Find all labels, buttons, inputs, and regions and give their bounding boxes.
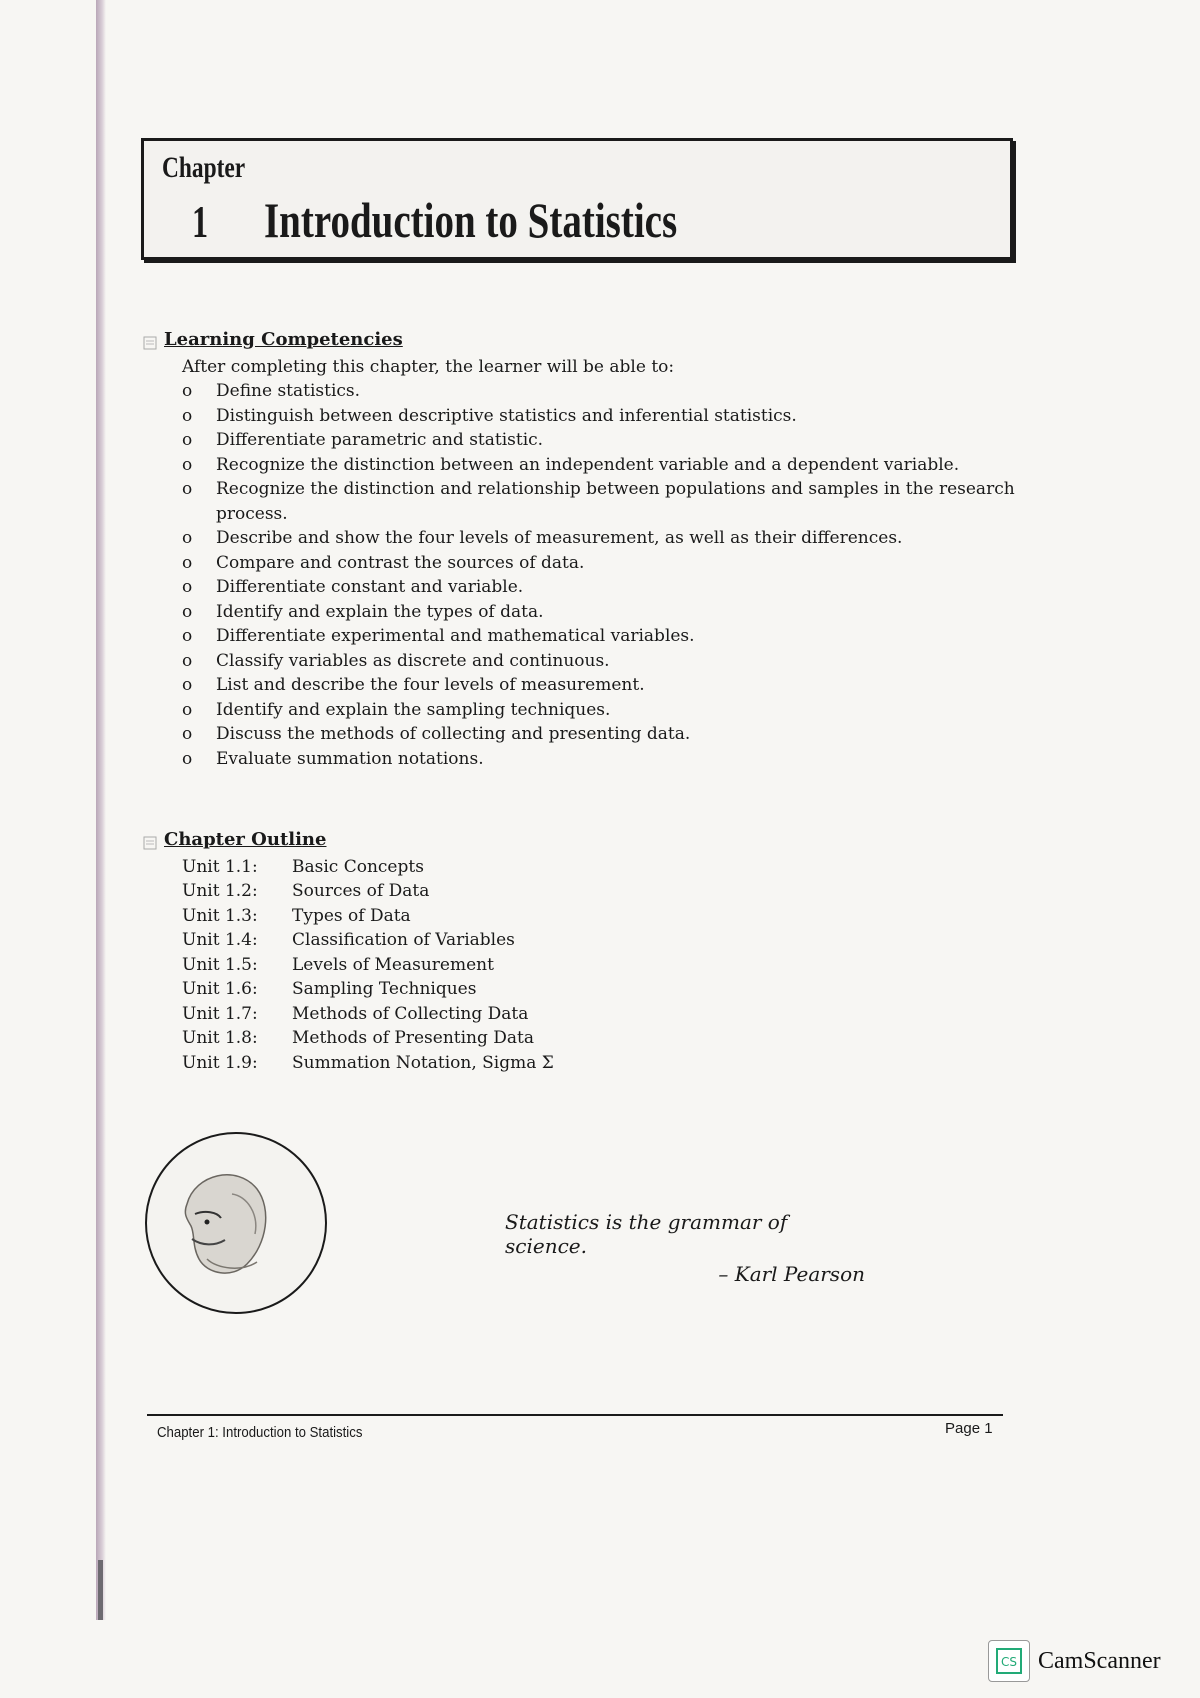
competency-item xyxy=(148,551,1016,576)
competency-item xyxy=(148,673,1016,698)
competency-text: Discuss the methods of collecting and presenting data. xyxy=(216,724,691,744)
competency-text: Evaluate summation notations. xyxy=(216,748,484,769)
competency-text: Recognize the distinction and relationship between populations and samples in the research process. xyxy=(216,479,1015,524)
unit-number: Unit 1.2: xyxy=(182,881,258,901)
bullet-icon: o xyxy=(182,748,193,769)
bullet-icon: o xyxy=(182,528,193,548)
competency-item xyxy=(148,600,1016,625)
unit-number: Unit 1.5: xyxy=(182,954,258,975)
karl-pearson-portrait xyxy=(145,1132,327,1314)
competency-item xyxy=(148,477,1016,526)
competency-text: Distinguish between descriptive statistics and inferential statistics. xyxy=(216,405,797,426)
outline-row xyxy=(182,1002,554,1027)
camscanner-brand: CamScanner xyxy=(1038,1647,1161,1674)
unit-number: Unit 1.8: xyxy=(182,1028,258,1048)
competency-text: Differentiate experimental and mathematical variables. xyxy=(216,626,695,646)
outline-table xyxy=(182,855,554,1076)
chapter-number: 1 xyxy=(192,196,209,247)
competency-item xyxy=(148,526,1016,551)
bullet-icon: o xyxy=(182,552,193,573)
unit-title: Summation Notation, Sigma Σ xyxy=(292,1052,554,1073)
competency-item xyxy=(148,649,1016,674)
unit-title: Classification of Variables xyxy=(292,930,515,950)
unit-title: Types of Data xyxy=(292,905,411,926)
unit-title: Sampling Techniques xyxy=(292,979,477,999)
outline-row xyxy=(182,977,554,1002)
bullet-icon: o xyxy=(182,577,193,597)
competency-text: Compare and contrast the sources of data. xyxy=(216,552,585,573)
competency-item xyxy=(148,624,1016,649)
outline-row xyxy=(182,1026,554,1051)
unit-number: Unit 1.4: xyxy=(182,930,258,950)
unit-title: Sources of Data xyxy=(292,881,430,901)
competency-item xyxy=(148,698,1016,723)
competency-text: Define statistics. xyxy=(216,381,361,401)
competency-item xyxy=(148,453,1016,478)
outline-row xyxy=(182,953,554,978)
bullet-icon: o xyxy=(182,454,193,475)
competency-text: Identify and explain the types of data. xyxy=(216,601,544,622)
quote-author: – Karl Pearson xyxy=(718,1262,865,1286)
competency-text: Classify variables as discrete and continuous. xyxy=(216,650,610,671)
unit-number: Unit 1.3: xyxy=(182,905,258,926)
competency-text: Recognize the distinction between an independent variable and a dependent variable. xyxy=(216,454,960,475)
competency-item xyxy=(148,747,1016,772)
competency-item xyxy=(148,722,1016,747)
notebook-icon xyxy=(142,333,158,347)
unit-title: Methods of Collecting Data xyxy=(292,1003,529,1024)
bullet-icon: o xyxy=(182,381,193,401)
competency-text: Differentiate constant and variable. xyxy=(216,577,524,597)
bullet-icon: o xyxy=(182,479,193,499)
notebook-icon xyxy=(142,833,158,847)
bullet-icon: o xyxy=(182,626,193,646)
competency-list xyxy=(148,379,1016,771)
bullet-icon: o xyxy=(182,601,193,622)
outline-row xyxy=(182,879,554,904)
competency-item xyxy=(148,428,1016,453)
outline-row xyxy=(182,855,554,880)
page-binding-edge xyxy=(96,0,106,1620)
learning-competencies-title: Learning Competencies xyxy=(164,329,403,350)
unit-number: Unit 1.7: xyxy=(182,1003,258,1024)
chapter-outline-section xyxy=(148,828,554,1075)
competency-item xyxy=(148,575,1016,600)
unit-title: Levels of Measurement xyxy=(292,954,494,975)
outline-row xyxy=(182,1051,554,1076)
quote-text: Statistics is the grammar of science. xyxy=(505,1210,788,1258)
quote-block xyxy=(505,1210,865,1286)
competency-text: List and describe the four levels of measurement. xyxy=(216,675,645,695)
chapter-title: Introduction to Statistics xyxy=(264,192,678,248)
bullet-icon: o xyxy=(182,430,193,450)
chapter-label: Chapter xyxy=(162,151,246,184)
competencies-intro: After completing this chapter, the learner will be able to: xyxy=(182,356,675,377)
unit-number: Unit 1.6: xyxy=(182,979,258,999)
bullet-icon: o xyxy=(182,405,193,426)
camscanner-logo-icon xyxy=(988,1640,1030,1682)
page-binding-shadow xyxy=(98,1560,103,1620)
bullet-icon: o xyxy=(182,650,193,671)
chapter-outline-heading xyxy=(142,828,554,853)
unit-title: Basic Concepts xyxy=(292,856,424,877)
unit-number: Unit 1.1: xyxy=(182,856,258,877)
outline-row xyxy=(182,904,554,929)
bullet-icon: o xyxy=(182,675,193,695)
competency-text: Differentiate parametric and statistic. xyxy=(216,430,544,450)
competency-item xyxy=(148,404,1016,429)
bullet-icon: o xyxy=(182,724,193,744)
unit-number: Unit 1.9: xyxy=(182,1052,258,1073)
competency-text: Identify and explain the sampling techniques. xyxy=(216,699,611,720)
learning-competencies-section xyxy=(148,328,1016,771)
competency-item xyxy=(148,379,1016,404)
svg-text:CS: CS xyxy=(1001,1655,1017,1669)
footer-divider xyxy=(147,1414,1003,1416)
competency-text: Describe and show the four levels of measurement, as well as their differences. xyxy=(216,528,903,548)
chapter-header-box xyxy=(141,138,1013,260)
unit-title: Methods of Presenting Data xyxy=(292,1028,535,1048)
learning-competencies-heading xyxy=(142,328,1016,353)
footer-page-number: Page 1 xyxy=(945,1420,993,1437)
camscanner-watermark xyxy=(988,1640,1161,1682)
outline-row xyxy=(182,928,554,953)
footer-chapter-label: Chapter 1: Introduction to Statistics xyxy=(157,1424,363,1441)
chapter-outline-title: Chapter Outline xyxy=(164,829,327,850)
bullet-icon: o xyxy=(182,699,193,720)
